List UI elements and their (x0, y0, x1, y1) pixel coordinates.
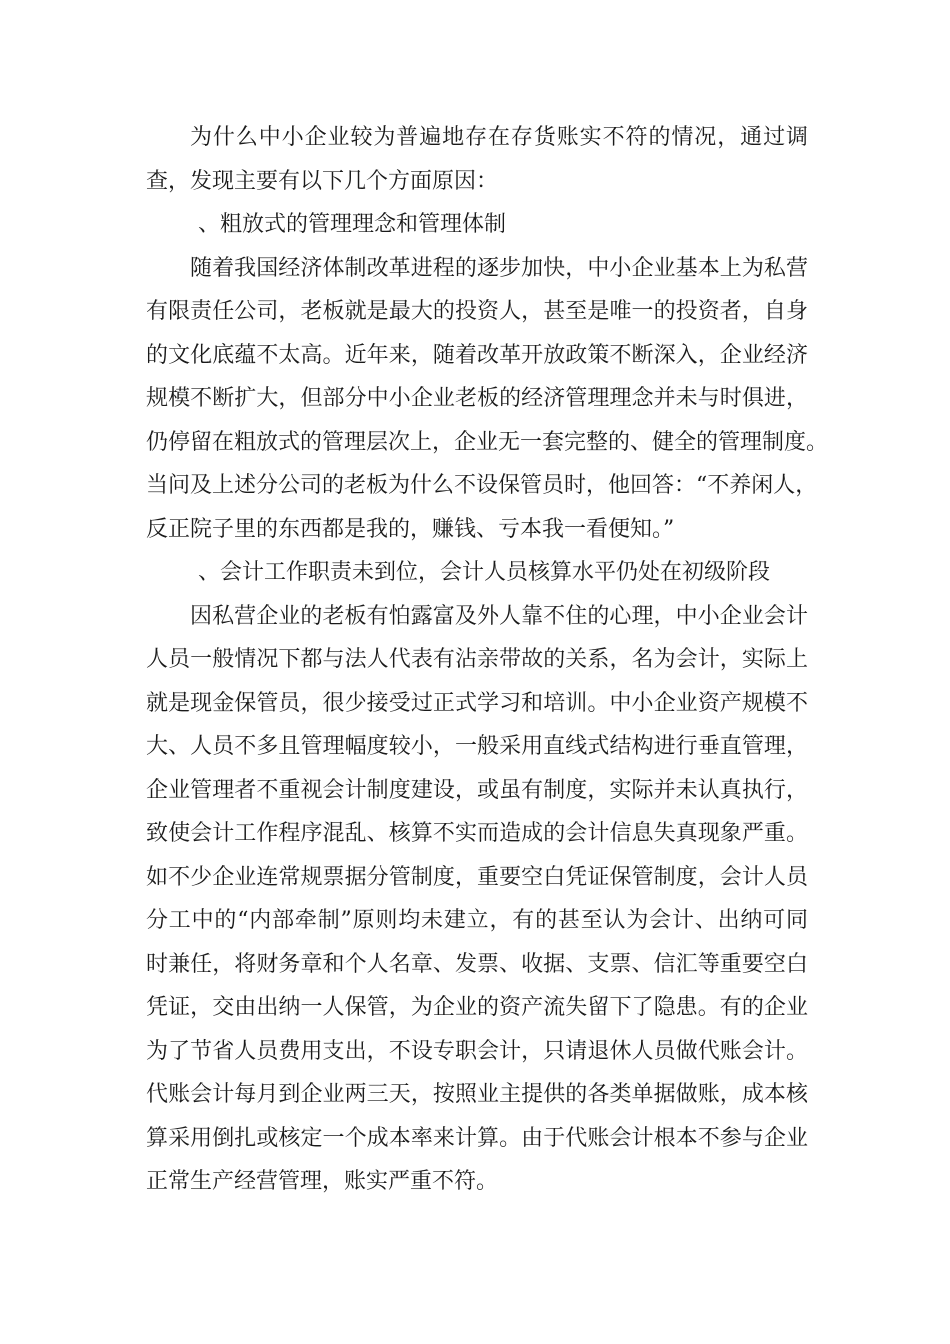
paragraph-3-line-6: 致使会计工作程序混乱、核算不实而造成的会计信息失真现象严重。 (146, 821, 808, 846)
paragraph-2-line-6: 当问及上述分公司的老板为什么不设保管员时，他回答：“不养闲人， (146, 473, 818, 498)
paragraph-3-line-9: 时兼任，将财务章和个人名章、发票、收据、支票、信汇等重要空白 (146, 951, 808, 977)
section-heading-1: 、粗放式的管理理念和管理体制 (198, 212, 507, 237)
paragraph-3-line-14: 正常生产经营管理，账实严重不符。 (146, 1169, 499, 1194)
paragraph-3-line-7: 如不少企业连常规票据分管制度，重要空白凭证保管制度，会计人员 (146, 864, 808, 890)
paragraph-2-line-3: 的文化底蕴不太高。近年来，随着改革开放政策不断深入，企业经济 (146, 342, 808, 368)
paragraph-2-line-1: 随着我国经济体制改革进程的逐步加快，中小企业基本上为私营 (190, 255, 808, 281)
paragraph-3-line-10: 凭证，交由出纳一人保管，为企业的资产流失留下了隐患。有的企业 (146, 995, 808, 1020)
paragraph-3-line-12: 代账会计每月到企业两三天，按照业主提供的各类单据做账，成本核 (146, 1082, 808, 1107)
paragraph-3-line-3: 就是现金保管员，很少接受过正式学习和培训。中小企业资产规模不 (146, 690, 808, 716)
paragraph-3-line-13: 算采用倒扎或核定一个成本率来计算。由于代账会计根本不参与企业 (146, 1125, 808, 1151)
paragraph-2-line-5: 仍停留在粗放式的管理层次上，企业无一套完整的、健全的管理制度。 (146, 429, 829, 455)
paragraph-1-line-1: 为什么中小企业较为普遍地存在存货账实不符的情况，通过调 (190, 125, 808, 150)
paragraph-2-line-2: 有限责任公司，老板就是最大的投资人，甚至是唯一的投资者，自身 (146, 299, 808, 324)
paragraph-3-line-11: 为了节省人员费用支出，不设专职会计，只请退休人员做代账会计。 (146, 1038, 808, 1064)
section-heading-2: 、会计工作职责未到位，会计人员核算水平仍处在初级阶段 (198, 560, 771, 585)
paragraph-3-line-5: 企业管理者不重视会计制度建设，或虽有制度，实际并未认真执行， (146, 777, 808, 803)
paragraph-3-line-2: 人员一般情况下都与法人代表有沾亲带故的关系，名为会计，实际上 (146, 647, 808, 672)
paragraph-1-line-2: 查，发现主要有以下几个方面原因： (146, 168, 499, 194)
paragraph-3-line-1: 因私营企业的老板有怕露富及外人靠不住的心理，中小企业会计 (190, 603, 808, 629)
document-body (146, 116, 829, 1204)
paragraph-3-line-8: 分工中的“内部牵制”原则均未建立，有的甚至认为会计、出纳可同 (146, 908, 808, 933)
paragraph-2-line-4: 规模不断扩大，但部分中小企业老板的经济管理理念并未与时俱进， (146, 386, 808, 411)
paragraph-3-line-4: 大、人员不多且管理幅度较小，一般采用直线式结构进行垂直管理， (146, 734, 808, 759)
paragraph-2-line-7: 反正院子里的东西都是我的，赚钱、亏本我一看便知。” (146, 516, 675, 542)
